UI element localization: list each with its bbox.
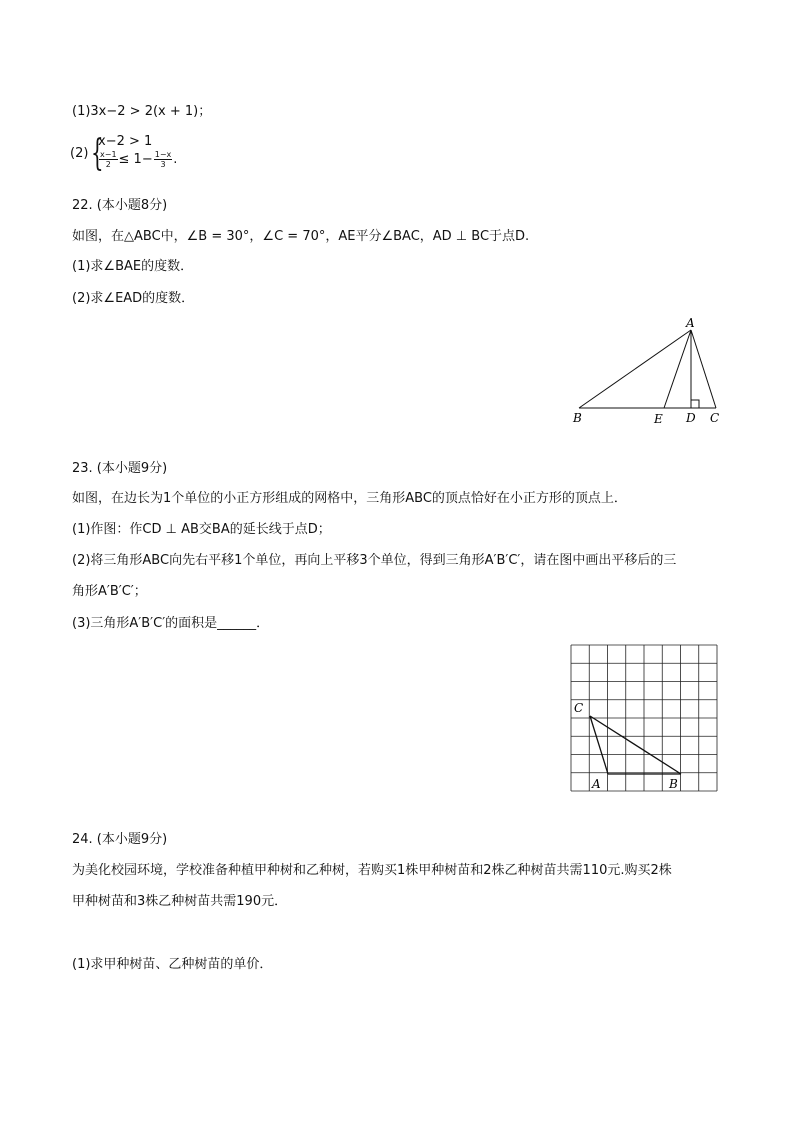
label-a: A [592,777,601,791]
q23-sub3: (3)三角形A′B′C′的面积是______． [72,616,270,631]
label-a: A [686,316,695,330]
q23-sub1: (1)作图：作CD ⊥ AB交BA的延长线于点D； [72,522,331,537]
fraction-2: $\frac{1-x}{3}$ [154,150,172,169]
q21-part2-system [70,133,210,176]
q22-sub1: (1)求∠BAE的度数． [72,259,194,274]
label-b: B [573,411,582,425]
label-e: E [654,412,663,426]
label-d: D [686,411,696,425]
q22-statement: 如图，在△ABC中，∠B = 30°，∠C = 70°，AE平分∠BAC，AD ⊥ BC于点D. [72,229,530,244]
q23-sub2-line2: 角形A′B′C′； [72,584,147,599]
q24-statement-line2: 甲种树苗和3株乙种树苗共需190元． [72,894,288,909]
q21-part2-line2: $\frac{x-1}{2}$ ≤ 1− $\frac{1-x}{3}$ . [100,150,178,169]
fraction-1: $\frac{x-1}{2}$ [100,150,117,169]
q23-sub2-line1: (2)将三角形ABC向先右平移1个单位，再向上平移3个单位，得到三角形A′B′C′，请在图中画出平移后的三 [72,553,677,568]
q24-statement-line1: 为美化校园环境，学校准备种植甲种树和乙种树，若购买1株甲种树苗和2株乙种树苗共需110元.购买2株 [72,863,672,878]
q22-triangle-figure [565,312,735,432]
q24-header: 24. (本小题9分) [72,832,168,847]
q24-sub1: (1)求甲种树苗、乙种树苗的单价． [72,957,273,972]
q21-part1: (1)3x−2 > 2(x + 1)； [72,104,212,119]
label-b: B [669,777,678,791]
q23-statement: 如图，在边长为1个单位的小正方形组成的网格中，三角形ABC的顶点恰好在小正方形的顶点上． [72,491,627,506]
q22-header: 22. (本小题8分) [72,198,168,213]
label-c: C [710,411,720,425]
q21-part2-line1: x−2 > 1 [98,134,153,149]
label-c: C [574,701,584,715]
segment-ab [579,330,691,408]
segment-cb [590,716,681,774]
q23-header: 23. (本小题9分) [72,461,168,476]
segment-ac [691,330,716,408]
q22-sub2: (2)求∠EAD的度数． [72,291,195,306]
q23-grid-figure [568,642,724,796]
segment-ae [664,330,691,408]
brace-icon: { [91,133,104,174]
right-angle-mark [691,400,699,408]
q21-part2-label: (2) [70,146,89,161]
segment-ca [590,716,608,774]
